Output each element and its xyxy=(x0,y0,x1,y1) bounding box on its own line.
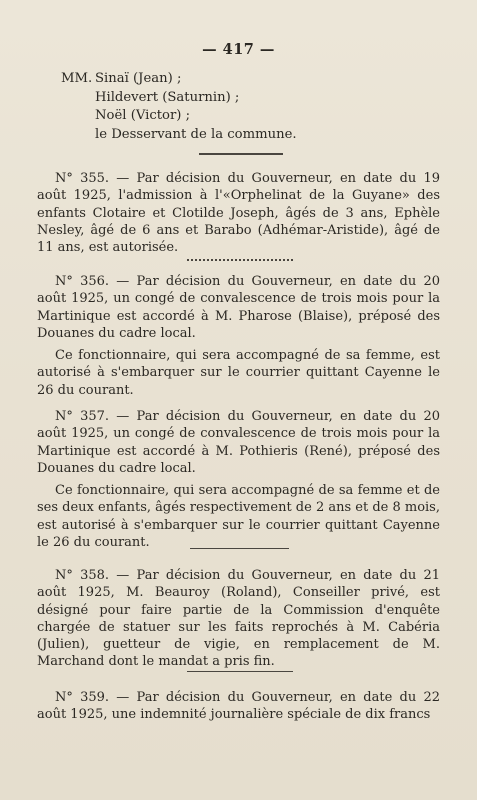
decision-paragraph: Ce fonctionnaire, qui sera accompagné de sa femme, est autorisé à s'embarquer sur le courrier quittant Cayenne le 26 du courant. xyxy=(37,348,440,398)
addressee-line: Noël (Victor) ; xyxy=(95,108,191,124)
addressee-line: Hildevert (Saturnin) ; xyxy=(95,89,240,105)
decision-paragraph: N° 359. — Par décision du Gouverneur, en date du 22 août 1925, une indemnité journalière spéciale de dix francs xyxy=(37,690,440,723)
decision-359 xyxy=(37,689,440,724)
addressee-row xyxy=(61,107,421,126)
addressee-row xyxy=(61,70,421,89)
addressee-line: Sinaï (Jean) ; xyxy=(95,71,182,86)
decision-358 xyxy=(37,567,440,671)
decision-355 xyxy=(37,170,440,256)
decision-paragraph: N° 357. — Par décision du Gouverneur, en date du 20 août 1925, un congé de convalescence de trois mois pour la Martinique est accordé à M. Pothieris (René), préposé des Douanes du cadre local. xyxy=(37,409,440,476)
addressee-list xyxy=(61,70,421,145)
section-divider xyxy=(187,259,293,261)
decision-357 xyxy=(37,408,440,551)
decision-paragraph: N° 355. — Par décision du Gouverneur, en date du 19 août 1925, l'admission à l'«Orphelinat de la Guyane» des enfants Clotaire et Clotilde Joseph, âgés de 3 ans, Ephèle Nesley, âgé de 6 ans et Barabo (Adhémar-Aristide), âgé de 11 ans, est autorisée. xyxy=(37,171,440,256)
addressee-row xyxy=(61,126,421,145)
decision-paragraph: N° 358. — Par décision du Gouverneur, en date du 21 août 1925, M. Beauroy (Roland), Conseiller privé, est désigné pour faire partie de la Commission d'enquête chargée de statuer sur les faits reprochés à M. Cabéria (Julien), guetteur de vigie, en remplacement de M. Marchand dont le mandat a pris fin. xyxy=(37,568,440,670)
section-divider xyxy=(199,153,283,155)
decision-356 xyxy=(37,273,440,399)
addressee-row xyxy=(61,89,421,108)
decision-paragraph: Ce fonctionnaire, qui sera accompagné de sa femme et de ses deux enfants, âgés respectivement de 2 ans et de 8 mois, est autorisé à s'embarquer sur le courrier quittant Cayenne le 26 du courant. xyxy=(37,483,440,551)
addressee-label: MM. xyxy=(61,71,93,86)
page-number: — 417 — xyxy=(202,41,275,58)
section-divider xyxy=(190,548,289,549)
section-divider xyxy=(187,671,293,672)
decision-paragraph: N° 356. — Par décision du Gouverneur, en date du 20 août 1925, un congé de convalescence de trois mois pour la Martinique est accordé à M. Pharose (Blaise), préposé des Douanes du cadre local. xyxy=(37,274,440,341)
addressee-line: le Desservant de la commune. xyxy=(95,127,297,143)
